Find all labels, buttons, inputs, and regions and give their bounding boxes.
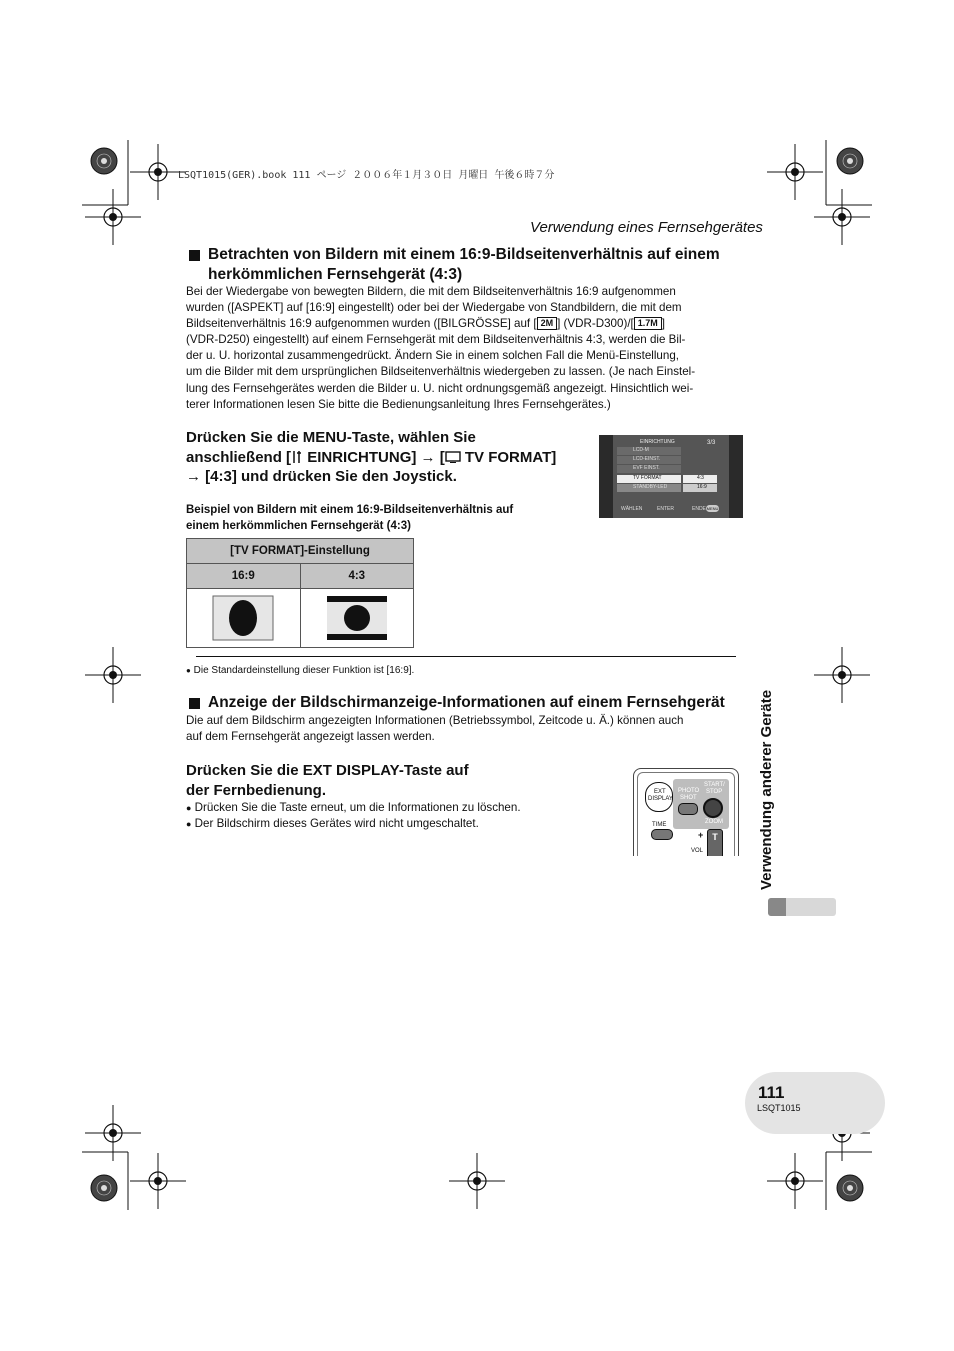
step-menu [186,428,556,487]
step-fragment: EINRICHTUNG] → [ [307,448,445,466]
table-cell-43 [300,589,414,648]
step-fragment: anschließend [ [186,448,292,466]
step-line: Drücken Sie die EXT DISPLAY-Taste auf [186,762,469,779]
photo-shot-button[interactable] [678,803,698,815]
text-fragment: ] (VDR-D300)/[ [557,317,634,331]
text-line: wurden ([ASPEKT] auf [16:9] eingestellt) oder bei der Wiedergabe von Standbildern, die mit dem [186,301,682,315]
menu-title: EINRICHTUNG [640,439,675,445]
note-text: Die Standardeinstellung dieser Funktion ist [16:9]. [193,665,415,676]
square-bullet-icon [189,250,200,261]
wrench-icon [291,450,303,464]
start-stop-button[interactable] [703,798,723,818]
text-line: terer Informationen lesen Sie bitte die Bedienungsanleitung Ihres Fernsehgerätes.) [186,397,611,411]
paragraph-aspect [186,284,695,413]
text-fragment: Bildseitenverhältnis 16:9 aufgenommen wurden ([BILGRÖSSE] auf [ [186,317,537,331]
document-code: LSQT1015 [757,1103,801,1113]
table-cell-169 [187,589,301,648]
photo-label: PHOTO [678,788,700,794]
dot-bullet-icon: ● [186,803,192,813]
page-number: 111 [758,1083,785,1102]
menu-item[interactable]: STANDBY-LED [617,484,681,492]
heading-aspect [208,245,720,285]
list-item-text: Der Bildschirm dieses Gerätes wird nicht umgeschaltet. [194,817,479,831]
text-line: Bei der Wiedergabe von bewegten Bildern, die mit dem Bildseitenverhältnis 16:9 aufgenommen [186,285,676,298]
time-button[interactable] [651,829,673,840]
zoom-t-button[interactable]: T [707,829,723,856]
step-ext-display [186,761,469,800]
list-item [186,800,521,816]
stop-label: STOP [706,789,723,795]
heading-display-info: Anzeige der Bildschirmanzeige-Informationen auf einem Fernsehgerät [208,694,725,711]
bullet-list [186,800,521,832]
tv-format-table [186,538,414,648]
menu-page: 3/3 [707,440,716,446]
menu-item[interactable]: LCD-M [617,447,681,455]
step-line [186,448,556,468]
dot-bullet-icon: ● [186,666,191,675]
start-label: START/ [704,782,725,788]
step-fragment: TV FORMAT] [464,448,557,466]
menu-item[interactable]: EVF EINST. [617,465,681,473]
menu-option-selected[interactable]: 4:3 [683,475,717,483]
text-line: (VDR-D250) eingestellt) auf einem Fernsehgerät mit dem Bildseitenverhältnis 4:3, werden die Bil- [186,333,686,347]
zoom-label: ZOOM [705,819,723,825]
letterbox-image-icon [326,595,388,641]
example-caption [186,502,513,534]
menu-footer-enter: ENTER [657,506,674,512]
caption-line: Beispiel von Bildern mit einem 16:9-Bildseitenverhältnis auf [186,504,514,516]
table-col-43: 4:3 [300,564,414,589]
table-header: [TV FORMAT]-Einstellung [187,539,414,564]
menu-footer-exit: ENDE [692,506,706,512]
section-title: Verwendung eines Fernsehgerätes [530,219,763,236]
list-item-text: Drücken Sie die Taste erneut, um die Informationen zu löschen. [194,801,521,814]
ext-label: EXT [654,789,666,795]
size-1-7m-icon: 1.7M [634,317,662,330]
heading-line: herkömmlichen Fernsehgerät (4:3) [208,266,463,283]
list-item [186,816,521,832]
menu-footer-select: WÄHLEN [621,506,643,512]
text-line [186,316,695,332]
note-default [186,665,414,676]
time-label: TIME [652,822,667,828]
square-bullet-icon [189,698,200,709]
menu-option[interactable]: 16:9 [683,484,717,492]
vol-label: VOL [691,848,704,854]
text-line: auf dem Fernsehgerät angezeigt lassen werden. [186,730,435,744]
shot-label: SHOT [680,795,697,801]
divider [196,656,736,657]
caption-line: einem herkömmlichen Fernsehgerät (4:3) [186,520,411,532]
paragraph-display-info [186,713,684,745]
table-col-169: 16:9 [187,564,301,589]
text-line: Die auf dem Bildschirm angezeigten Informationen (Betriebssymbol, Zeitcode u. Ä.) können auch [186,714,684,727]
sidebar-chapter-title: Verwendung anderer Geräte [758,689,775,890]
squeezed-image-icon [212,595,274,641]
text-fragment: ] [661,317,666,331]
step-line: Drücken Sie die MENU-Taste, wählen Sie [186,429,476,446]
text-line: um die Bilder mit dem ursprünglichen Bildseitenverhältnis wiedergeben zu lassen. (Je nach Einstel- [186,365,696,379]
text-line: lung des Fernsehgerätes werden die Bilder u. U. nicht ordnungsgemäß angezeigt. Hinsichtlich wei- [186,381,694,395]
heading-line: Betrachten von Bildern mit einem 16:9-Bildseitenverhältnis auf einem [208,246,720,263]
step-line: → [4:3] und drücken Sie den Joystick. [186,468,457,485]
menu-button: MENU [706,506,719,511]
zoom-plus-label: + [698,830,704,840]
dot-bullet-icon: ● [186,819,192,830]
step-line: der Fernbedienung. [186,781,327,799]
menu-screen [599,435,743,518]
remote-illustration [633,768,741,856]
display-label: DISPLAY [648,796,673,802]
size-2m-icon: 2M [537,317,558,330]
menu-item-selected[interactable]: TV FORMAT [617,475,681,483]
text-line: der u. U. horizontal zusammengedrückt. Ändern Sie in einem solchen Fall die Menü-Einstellung, [186,349,679,363]
tv-icon [445,451,461,463]
menu-item[interactable]: LCD-EINST. [617,456,681,464]
chapter-tab-active [768,898,786,916]
chapter-tab-indicator [768,898,836,916]
print-header: LSQT1015(GER).book 111 ページ ２００６年１月３０日 月曜日 午後６時７分 [178,170,555,181]
